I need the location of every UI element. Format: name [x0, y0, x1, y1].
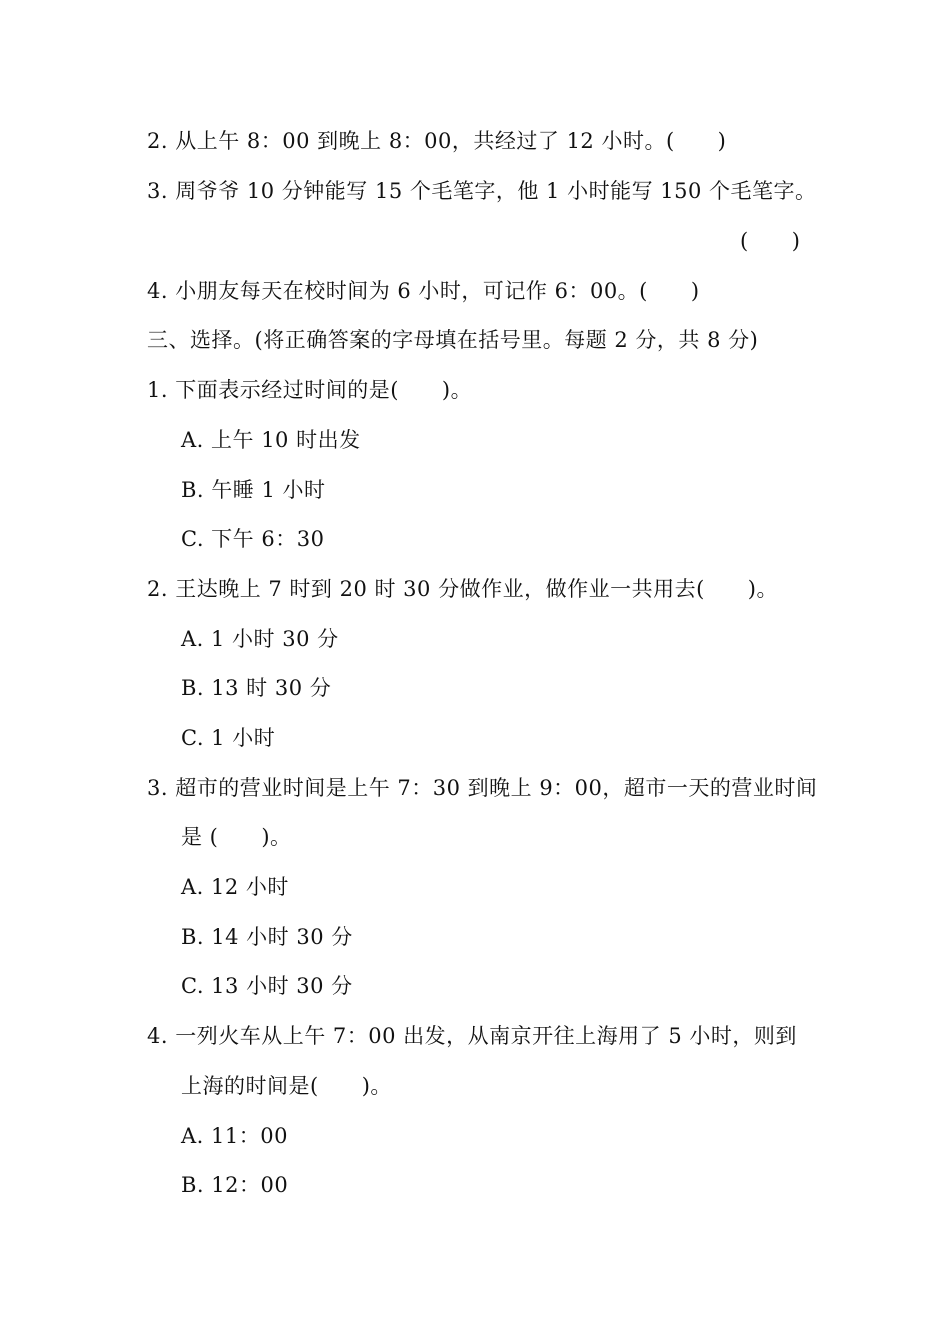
q2-option-a: A. 1 小时 30 分	[181, 627, 339, 651]
q2-stem: 2. 王达晚上 7 时到 20 时 30 分做作业，做作业一共用去( )。	[147, 577, 778, 601]
judge-item-3: 3. 周爷爷 10 分钟能写 15 个毛笔字，他 1 小时能写 150 个毛笔字。	[147, 179, 817, 203]
q1-option-b: B. 午睡 1 小时	[181, 478, 326, 502]
q3-option-a: A. 12 小时	[181, 875, 289, 899]
q2-option-b: B. 13 时 30 分	[181, 676, 332, 700]
q4-option-a: A. 11：00	[181, 1124, 288, 1148]
judge-item-4: 4. 小朋友每天在校时间为 6 小时，可记作 6：00。( )	[147, 279, 700, 303]
q4-stem-line-2: 上海的时间是( )。	[181, 1074, 392, 1098]
q4-stem-line-1: 4. 一列火车从上午 7：00 出发，从南京开往上海用了 5 小时，则到	[147, 1024, 797, 1048]
q3-option-b: B. 14 小时 30 分	[181, 925, 353, 949]
section-3-heading: 三、选择。(将正确答案的字母填在括号里。每题 2 分，共 8 分)	[147, 328, 759, 352]
q3-stem-line-2: 是 ( )。	[181, 825, 292, 849]
q3-option-c: C. 13 小时 30 分	[181, 974, 353, 998]
q1-stem: 1. 下面表示经过时间的是( )。	[147, 378, 473, 402]
q2-option-c: C. 1 小时	[181, 726, 276, 750]
judge-item-2: 2. 从上午 8：00 到晚上 8：00，共经过了 12 小时。( )	[147, 129, 727, 153]
q4-option-b: B. 12：00	[181, 1173, 289, 1197]
q3-stem-line-1: 3. 超市的营业时间是上午 7：30 到晚上 9：00，超市一天的营业时间	[147, 776, 818, 800]
q1-option-a: A. 上午 10 时出发	[181, 428, 361, 452]
judge-item-3-answer-bracket: ( )	[740, 229, 801, 253]
q1-option-c: C. 下午 6：30	[181, 527, 325, 551]
